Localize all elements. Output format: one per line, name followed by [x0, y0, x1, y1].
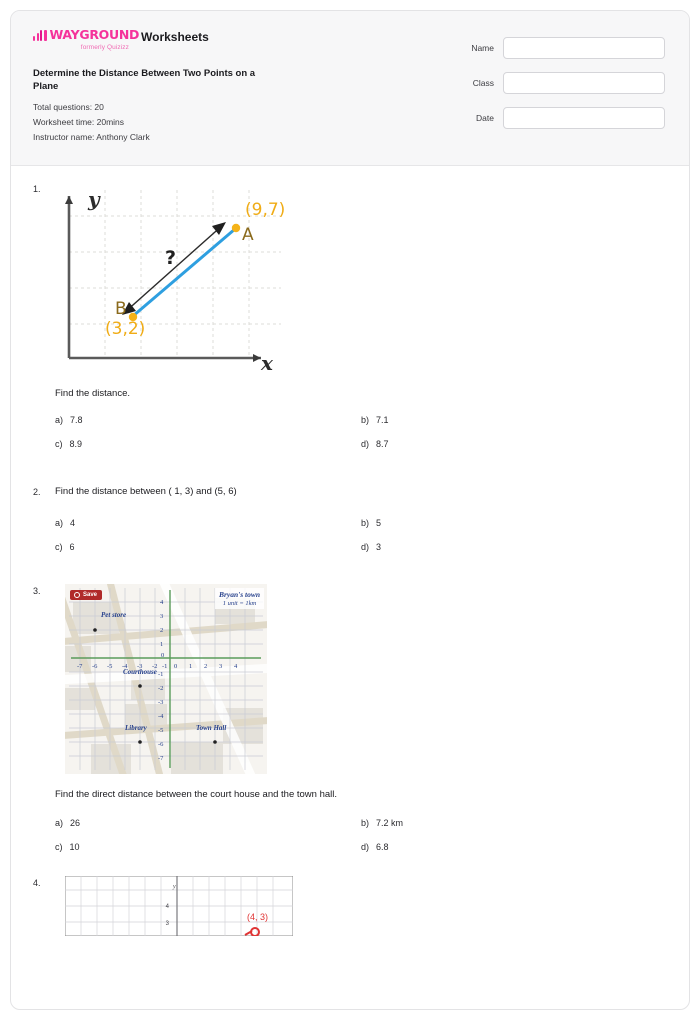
option-key: b): [361, 817, 370, 828]
question-3-figure: [65, 584, 667, 774]
option-key: b): [361, 415, 370, 426]
point-a-label: A: [242, 225, 254, 245]
question-4-body: [55, 876, 667, 953]
option-value: 7.2 km: [376, 817, 404, 828]
q4-y-axis-label: y: [173, 883, 176, 890]
question-1-option-b[interactable]: [361, 415, 667, 425]
option-value: 26: [70, 817, 81, 828]
svg-text:-7: -7: [158, 754, 164, 762]
map-label-town-hall: Town Hall: [196, 723, 227, 732]
svg-text:0: 0: [161, 651, 165, 659]
question-3-options: [55, 818, 667, 866]
svg-text:3: 3: [219, 662, 223, 670]
question-1-option-d[interactable]: [361, 439, 667, 449]
question-3-text: Find the direct distance between the court house and the town hall.: [55, 788, 338, 800]
total-questions: Total questions: 20: [33, 102, 104, 113]
question-2-options: [55, 518, 667, 566]
question-3-option-d[interactable]: [361, 842, 667, 852]
option-value: 8.9: [69, 439, 83, 450]
q4-point-label: (4, 3): [247, 911, 269, 922]
date-field-label: Date: [476, 113, 494, 123]
map-caption: [215, 588, 264, 609]
question-2-option-a[interactable]: [55, 518, 361, 528]
option-value: 3: [376, 541, 382, 552]
student-fields: [435, 37, 665, 142]
option-key: c): [55, 439, 63, 450]
name-input[interactable]: [503, 37, 665, 59]
worksheet-header: [11, 11, 689, 166]
svg-text:-2: -2: [152, 662, 158, 670]
svg-text:1: 1: [160, 640, 164, 648]
svg-text:-1: -1: [162, 662, 168, 670]
svg-text:3: 3: [160, 612, 164, 620]
logo-bars-icon: [33, 30, 47, 41]
svg-text:-5: -5: [158, 726, 164, 734]
question-1-options: [55, 415, 667, 463]
town-map-canvas: [65, 584, 267, 774]
field-row-class: [435, 72, 665, 94]
svg-text:-2: -2: [158, 684, 164, 692]
svg-text:-6: -6: [92, 662, 98, 670]
class-field-label: Class: [472, 78, 494, 88]
svg-text:-5: -5: [107, 662, 113, 670]
map-label-pet-store: Pet store: [101, 610, 127, 619]
question-2-text: Find the distance between ( 1, 3) and (5, 6): [55, 486, 237, 498]
question-2-option-c[interactable]: [55, 542, 361, 552]
question-1-body: [55, 182, 667, 463]
option-value: 7.8: [70, 415, 83, 426]
question-2-option-d[interactable]: [361, 542, 667, 552]
option-key: a): [55, 517, 64, 528]
question-4: [33, 876, 667, 953]
question-4-figure: [65, 876, 667, 941]
save-button[interactable]: [70, 590, 102, 600]
map-title: Bryan's town: [218, 589, 260, 599]
save-icon: [74, 592, 80, 598]
option-value: 4: [70, 517, 76, 528]
question-4-number: 4.: [33, 877, 41, 888]
option-value: 7.1: [376, 415, 389, 426]
svg-text:-7: -7: [77, 662, 83, 670]
map-label-courthouse: Courthouse: [123, 667, 157, 676]
question-3: [33, 584, 667, 866]
q4-tick-3: 3: [165, 920, 169, 927]
question-2-body: [55, 485, 667, 565]
question-3-number: 3.: [33, 585, 41, 596]
grid-plot-figure: [65, 876, 293, 936]
logo-wordmark: WAYGROUND: [49, 27, 140, 42]
logo-top: [33, 27, 140, 42]
option-value: 6: [69, 541, 75, 552]
svg-text:4: 4: [160, 598, 164, 606]
question-2-number: 2.: [33, 487, 41, 498]
field-row-date: [435, 107, 665, 129]
name-field-label: Name: [471, 43, 494, 53]
svg-text:2: 2: [204, 662, 208, 670]
option-key: a): [55, 817, 64, 828]
question-3-option-c[interactable]: [55, 842, 361, 852]
worksheet-sheet: [10, 10, 690, 1010]
option-key: d): [361, 439, 370, 450]
option-key: d): [361, 841, 370, 852]
question-3-body: [55, 584, 667, 866]
distance-question-mark: ?: [165, 247, 177, 269]
field-row-name: [435, 37, 665, 59]
q4-tick-4: 4: [165, 903, 169, 910]
svg-text:2: 2: [160, 626, 164, 634]
worksheets-label: Worksheets: [141, 30, 209, 44]
svg-text:-1: -1: [158, 670, 164, 678]
question-1-figure: [55, 182, 667, 375]
question-3-option-b[interactable]: [361, 818, 667, 828]
question-1-text: Find the distance.: [55, 388, 130, 399]
question-1-number: 1.: [33, 184, 41, 194]
svg-text:-4: -4: [158, 712, 164, 720]
option-key: a): [55, 415, 64, 426]
svg-text:1: 1: [189, 662, 193, 670]
svg-text:-4: -4: [122, 662, 128, 670]
date-input[interactable]: [503, 107, 665, 129]
question-2: [33, 485, 667, 565]
x-axis-label: x: [261, 351, 273, 370]
svg-text:-3: -3: [158, 698, 164, 706]
worksheet-time: Worksheet time: 20mins: [33, 116, 125, 127]
option-key: b): [361, 517, 370, 528]
coordinate-plane-diagram: [55, 182, 287, 370]
point-b-label: B: [115, 299, 127, 319]
option-value: 10: [69, 841, 80, 852]
option-key: c): [55, 841, 63, 852]
y-axis-label: y: [88, 187, 100, 211]
class-input[interactable]: [503, 72, 665, 94]
option-value: 8.7: [376, 439, 389, 450]
question-1: [33, 182, 667, 463]
svg-text:4: 4: [234, 662, 238, 670]
question-1-option-a[interactable]: [55, 415, 361, 425]
point-b-coords: (3,2): [105, 319, 146, 339]
map-scale: 1 unit = 1km: [222, 599, 257, 607]
instructor-name: Instructor name: Anthony Clark: [33, 131, 150, 142]
worksheet-title: Determine the Distance Between Two Points on a Plane: [33, 67, 256, 93]
svg-text:-6: -6: [158, 740, 164, 748]
svg-text:-3: -3: [137, 662, 143, 670]
point-a-coords: (9,7): [245, 200, 286, 220]
wayground-logo[interactable]: [33, 27, 140, 51]
option-key: c): [55, 541, 63, 552]
worksheet-body: [11, 166, 689, 953]
question-2-option-b[interactable]: [361, 518, 667, 528]
option-value: 5: [376, 517, 382, 528]
question-3-option-a[interactable]: [55, 818, 361, 828]
svg-text:0: 0: [174, 662, 178, 670]
town-map-figure: [65, 584, 267, 774]
option-key: d): [361, 541, 370, 552]
save-label: Save: [83, 591, 98, 598]
option-value: 6.8: [376, 841, 389, 852]
logo-subtitle: formerly Quizizz: [80, 43, 129, 51]
question-1-option-c[interactable]: [55, 439, 361, 449]
map-label-library: Library: [125, 723, 147, 732]
